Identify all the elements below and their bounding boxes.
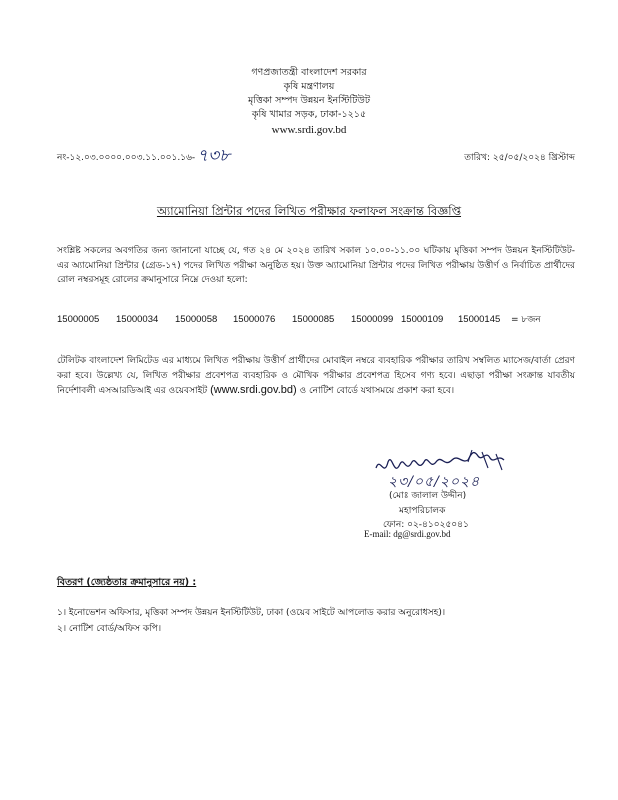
roll-count: = ৮জন xyxy=(511,315,541,325)
roll-number: 15000099 xyxy=(351,314,394,325)
government-name: গণপ্রজাতন্ত্রী বাংলাদেশ সরকার xyxy=(251,67,367,78)
instruction-text-end: ও নোটিশ বোর্ডে যথাসময়ে প্রকাশ করা হবে। xyxy=(296,386,455,396)
website-reference: (www.srdi.gov.bd) xyxy=(210,384,297,396)
roll-number: 15000085 xyxy=(292,314,335,325)
institute-website: www.srdi.gov.bd xyxy=(271,124,347,136)
ministry-name: কৃষি মন্ত্রণালয় xyxy=(283,81,335,92)
distribution-heading: বিতরণ (জ্যেষ্ঠতার ক্রমানুসারে নয়) : xyxy=(57,577,197,588)
memo-number: নং-১২.০৩.০০০০.০০৩.১১.০০১.১৬- xyxy=(57,153,196,163)
instruction-text-start: টেলিটক বাংলাদেশ লিমিটেড এর মাধ্যমে লিখিত পরীক্ষায় উত্তীর্ণ প্রার্থীদের মোবাইল নম্বরে ব্যবহারিক পরীক্ষার তারিখ সম্বলিত ম্যাসেজ/বার্তা প্রেরণ করা হবে। উল্লেখ্য যে, লিখিত পরীক্ষার প্রবেশপত্র ব্যবহারিক ও মৌখিক পরীক্ষার প্রবেশপত্র হিসেব গণ্য হবে। এছাড়া পরীক্ষা সংক্রান্ত যাবতীয় নির্দেশাবলী এসআরডিআই এর ওয়েবসাইট xyxy=(57,356,575,396)
roll-number: 15000076 xyxy=(233,314,276,325)
signatory-email: E-mail: dg@srdi.gov.bd xyxy=(364,529,451,539)
roll-number: 15000058 xyxy=(175,314,218,325)
distribution-list xyxy=(57,605,587,637)
instruction-paragraph xyxy=(57,354,575,399)
memo-date: তারিখ: ২৫/০৫/২০২৪ খ্রিস্টাব্দ xyxy=(464,153,575,163)
signatory-phone: ফোন: ০২-৪১০২৫০৪১ xyxy=(383,520,469,530)
notice-title: অ্যামোনিয়া প্রিন্টার পদের লিখিত পরীক্ষার ফলাফল সংক্রান্ত বিজ্ঞপ্তি xyxy=(156,204,462,218)
roll-number: 15000145 xyxy=(458,314,501,325)
intro-paragraph: সংশ্লিষ্ট সকলের অবগতির জন্য জানানো যাচ্ছে যে, গত ২৪ মে ২০২৪ তারিখ সকাল ১০.০০-১১.০০ ঘটিকায় মৃত্তিকা সম্পদ উন্নয়ন ইনস্টিটিউট-এর অ্যামোনিয়া প্রিন্টার (গ্রেড-১৭) পদের লিখিত পরীক্ষা অনুষ্ঠিত হয়। উক্ত অ্যামোনিয়া প্রিন্টার পদের লিখিত পরীক্ষায় উত্তীর্ণ ও নির্বাচিত প্রার্থীদের রোল নম্বরসমূহ রোলের ক্রমানুসারে নিম্নে দেওয়া হলো: xyxy=(57,246,575,285)
roll-number: 15000109 xyxy=(401,314,444,325)
memo-row xyxy=(57,147,575,167)
distribution-item: ১। ইনোভেশন অফিসার, মৃত্তিকা সম্পদ উন্নয়ন ইনস্টিটিউট, ঢাকা (ওয়েব সাইটে আপলোড করার অনুরোধসহ)। xyxy=(57,608,446,618)
roll-number-list xyxy=(57,314,575,332)
institute-address: কৃষি খামার সড়ক, ঢাকা-১২১৫ xyxy=(251,109,367,120)
roll-number: 15000005 xyxy=(57,314,100,325)
handwritten-memo-number: ৭৩৮ xyxy=(197,146,231,166)
institute-name: মৃত্তিকা সম্পদ উন্নয়ন ইনস্টিটিউট xyxy=(247,95,371,106)
letterhead xyxy=(0,66,618,138)
signatory-name: (মোঃ জালাল উদ্দীন) xyxy=(389,491,467,501)
signatory-designation: মহাপরিচালক xyxy=(399,506,446,516)
roll-number: 15000034 xyxy=(116,314,159,325)
distribution-item: ২। নোটিশ বোর্ড/অফিস কপি। xyxy=(57,624,162,634)
handwritten-signature-date: ২৩/০৫/২০২৪ xyxy=(388,474,481,490)
